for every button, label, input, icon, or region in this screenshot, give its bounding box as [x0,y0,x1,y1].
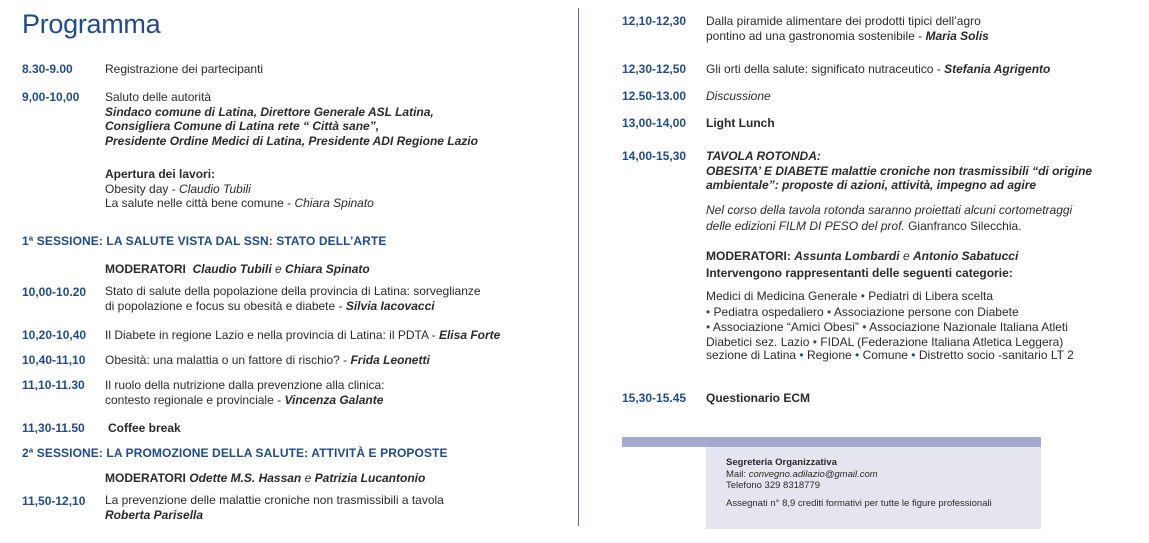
time-lunch: 13,00-14,00 [622,116,687,130]
time-talk-3: 10,40-11,10 [22,353,86,367]
talk-1-line-1: Stato di salute della popolazione della provincia di Latina: sorveglianze [105,284,481,298]
time-coffee: 11,30-11.50 [22,421,85,435]
category-medici: Medici di Medicina Generale [706,289,858,303]
tavola-moderators [706,248,1018,282]
talk-4-text: contesto regionale e provinciale - [105,392,285,407]
talk-1-speaker: Silvia Iacovacci [345,298,435,313]
page-title: Programma [22,9,161,39]
tavola-note [706,202,1072,234]
item-apertura [105,167,374,211]
item-coffee: Coffee break [108,421,181,435]
apertura-speaker-2: Chiara Spinato [294,196,374,210]
session-1-title: 1ª SESSIONE: LA SALUTE VISTA DAL SSN: STATO DELL’ARTE [22,234,387,248]
item-saluto [105,90,478,148]
bullet: • [706,320,711,334]
item-registrazione: Registrazione dei partecipanti [105,62,264,76]
talk-3 [105,353,430,368]
category-comune: Comune [862,347,908,362]
time-talk-7: 12,30-12,50 [622,62,687,76]
secretariat-heading: Segreteria Organizzativa [726,457,837,468]
tavola-note-1: Nel corso della tavola rotonda saranno proiettati alcuni cortometraggi [706,203,1073,217]
moderator-1: Odette M.S. Hassan [189,471,302,485]
mail-label: Mail: [726,468,749,480]
category-pediatri: Pediatri di Libera scelta [868,289,994,303]
tavola-note-2: delle edizioni FILM DI PESO del prof. [706,219,905,233]
talk-6-speaker: Maria Solis [925,28,989,43]
talk-5-speaker: Roberta Parisella [105,507,204,522]
moderators-label: MODERATORI [105,262,186,276]
talk-2-text: Il Diabete in regione Lazio e nella provincia di Latina: il PDTA - [105,328,439,342]
moderator-and: e [304,471,312,485]
apertura-talk-2: La salute nelle città bene comune - [105,196,295,210]
talk-1-line-2 [105,299,481,314]
bullet: • [799,347,804,362]
apertura-speaker-1: Claudio Tubili [179,181,251,196]
moderator-2: Patrizia Lucantonio [314,471,426,485]
time-discussione: 12.50-13.00 [622,89,687,103]
moderator-1: Assunta Lombardi [794,249,900,263]
item-discussione: Discussione [706,89,771,103]
tavola-heading: TAVOLA ROTONDA: [706,149,821,163]
ecm-credits: Assegnati n° 8,9 crediti formativi per tutte le figure professionali [726,497,992,509]
moderator-and: e [902,249,910,263]
footer-accent-bar [622,437,1041,447]
time-questionario: 15,30-15.45 [622,391,687,405]
tavola-categories [706,289,1074,363]
bullet: • [812,334,817,349]
column-divider [578,8,579,526]
bullet: • [860,289,865,303]
category-persone-diabete: Associazione persone con Diabete [833,304,1019,319]
bullet: • [911,347,916,362]
secretariat-info [726,457,992,509]
moderators-label: MODERATORI: [706,249,791,263]
moderator-and: e [275,262,282,276]
moderator-2: Chiara Spinato [285,262,370,276]
session-2-moderators [105,471,425,485]
saluto-authorities-2: Consigliera Comune di Latina rete “ Città sane”, [105,119,380,133]
talk-2 [105,328,500,343]
talk-2-speaker: Elisa Forte [438,328,501,342]
time-registrazione: 8.30-9.00 [22,62,73,76]
bullet: • [826,304,832,319]
session-1-moderators [105,262,370,276]
talk-6-line-1: Dalla piramide alimentare dei prodotti tipici dell’agro [706,14,981,28]
talk-1 [105,284,481,313]
talk-7 [706,62,1050,77]
apertura-talk-1: Obesity day - [105,181,180,196]
category-fidal-sezione: sezione di Latina [706,347,797,362]
talk-6-text: pontino ad una gastronomia sostenibile - [706,28,926,43]
tavola-topic-2: ambientale”: proposte di azioni, attività, impegno ad agire [706,178,1037,192]
talk-6 [706,14,989,43]
talk-4 [105,378,385,407]
apertura-line-2 [105,196,374,211]
category-regione: Regione [806,347,852,362]
time-talk-4: 11,10-11.30 [22,378,85,392]
time-tavola: 14,00-15,30 [622,149,687,163]
item-questionario: Questionario ECM [706,391,811,405]
bullet: • [862,320,867,334]
item-lunch: Light Lunch [706,116,775,130]
talk-5 [105,493,444,522]
talk-4-speaker: Vincenza Galante [284,392,384,407]
item-tavola-rotonda [706,149,1092,193]
bullet: • [855,347,860,362]
talk-4-line-1: Il ruolo della nutrizione dalla prevenzione alla clinica: [105,378,385,392]
category-distretto: Distretto socio -sanitario LT 2 [918,347,1074,362]
apertura-line-1 [105,182,374,197]
time-talk-6: 12,10-12,30 [622,14,687,28]
bullet: • [706,304,711,319]
saluto-authorities-3: Presidente Ordine Medici di Latina, Presidente ADI Regione Lazio [105,133,478,148]
time-talk-2: 10,20-10,40 [22,328,87,342]
category-pediatra-ospedaliero: Pediatra ospedaliero [713,304,824,319]
mail-link[interactable]: convegno.adilazio@gmail.com [748,468,878,480]
interventions-heading: Intervengono rappresentanti delle seguenti categorie: [706,266,1013,280]
moderator-2: Antonio Sabatucci [912,249,1019,263]
time-talk-5: 11,50-12,10 [22,494,86,508]
talk-5-text: La prevenzione delle malattie croniche non trasmissibili a tavola [105,493,444,507]
saluto-authorities-1: Sindaco comune di Latina, Direttore Generale ASL Latina, [105,104,434,119]
tavola-topic-1: OBESITA’ E DIABETE malattie croniche non trasmissibili “di origine [706,163,1093,178]
saluto-title: Saluto delle autorità [105,90,212,104]
talk-3-speaker: Frida Leonetti [350,353,430,367]
tavola-note-2-author: Gianfranco Silecchia. [904,219,1022,233]
apertura-heading: Apertura dei lavori: [105,167,216,181]
time-saluto: 9,00-10,00 [22,90,80,104]
talk-1-text: di popolazione e focus su obesità e diabete - [105,298,346,313]
talk-3-text: Obesità: una malattia o un fattore di rischio? - [105,353,351,367]
talk-7-speaker: Stefania Agrigento [944,62,1051,76]
category-atleti-diabetici: Associazione Nazionale Italiana Atleti [869,320,1068,334]
category-atleti-diabetici-sez: Diabetici sez. Lazio [706,334,810,349]
category-amici-obesi: Associazione “Amici Obesi” [712,320,859,334]
session-2-title: 2ª SESSIONE: LA PROMOZIONE DELLA SALUTE: ATTIVITÀ E PROPOSTE [22,446,448,460]
category-fidal: FIDAL (Federazione Italiana Atletica Leggera) [820,334,1064,349]
phone-number: Telefono 329 8318779 [726,480,821,491]
moderators-label: MODERATORI [105,471,186,485]
moderator-1: Claudio Tubili [192,262,272,276]
time-talk-1: 10,00-10.20 [22,285,87,299]
talk-7-text: Gli orti della salute: significato nutraceutico - [706,62,945,76]
